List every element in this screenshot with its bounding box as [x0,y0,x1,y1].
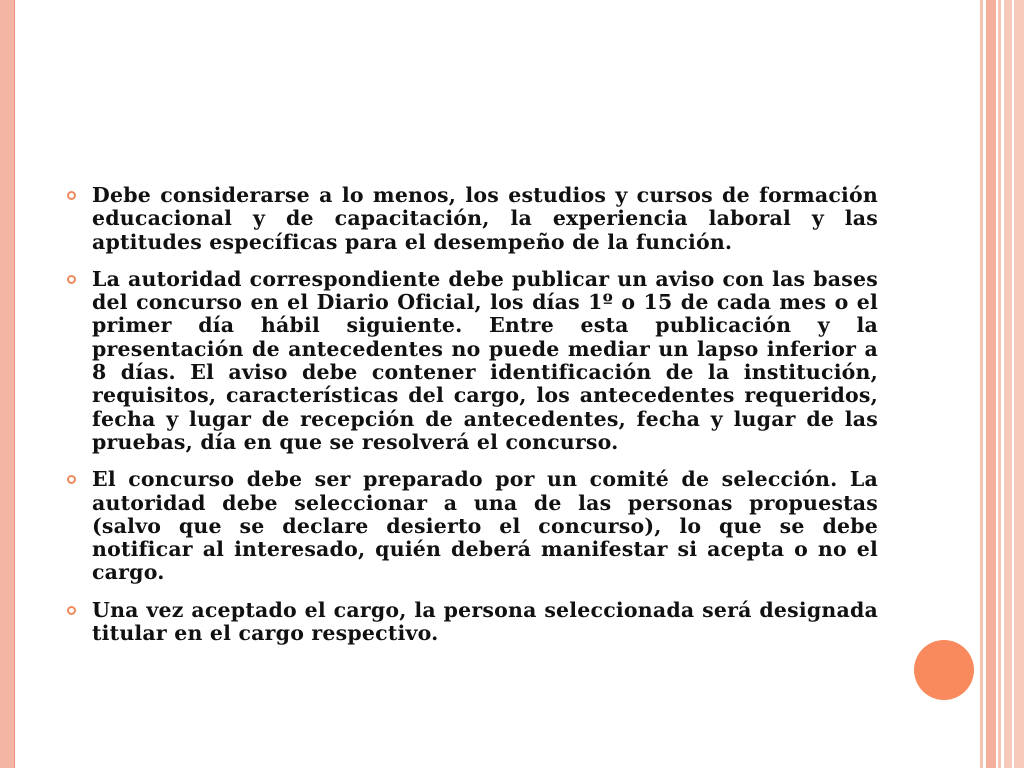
circle-bullet-icon [64,268,92,292]
bullet-text: El concurso debe ser preparado por un comité de selección. La autoridad debe seleccionar a una de las personas propuestas (salvo que se declare desierto el concurso), lo que se debe notificar al interesado, quién deberá manifestar si acepta o no el cargo. [92,467,878,585]
circle-bullet-icon [64,599,92,623]
list-item [64,184,878,254]
bullet-list [64,184,878,659]
bullet-text: Debe considerarse a lo menos, los estudios y cursos de formación educacional y de capacitación, la experiencia laboral y las aptitudes específicas para el desempeño de la función. [92,183,878,254]
right-stripe-decoration [986,0,996,768]
circle-bullet-icon [64,468,92,492]
right-stripe-decoration [980,0,983,768]
right-stripe-decoration [1004,0,1024,768]
right-stripe-decoration [1012,0,1014,768]
bullet-text: Una vez aceptado el cargo, la persona seleccionada será designada titular en el cargo respectivo. [92,597,878,646]
orange-circle-decoration [914,640,974,700]
right-stripe-decoration [998,0,1001,768]
list-item [64,268,878,454]
list-item [64,468,878,584]
left-border-decoration [0,0,15,768]
bullet-text: La autoridad correspondiente debe publicar un aviso con las bases del concurso en el Diario Oficial, los días 1º o 15 de cada mes o el primer día hábil siguiente. Entre esta publicación y la presentación de antecedentes no puede mediar un lapso inferior a 8 días. El aviso debe contener identificación de la institución, requisitos, características del cargo, los antecedentes requeridos, fecha y lugar de recepción de antecedentes, fecha y lugar de las pruebas, día en que se resolverá el concurso. [92,266,878,454]
list-item [64,599,878,646]
circle-bullet-icon [64,184,92,208]
